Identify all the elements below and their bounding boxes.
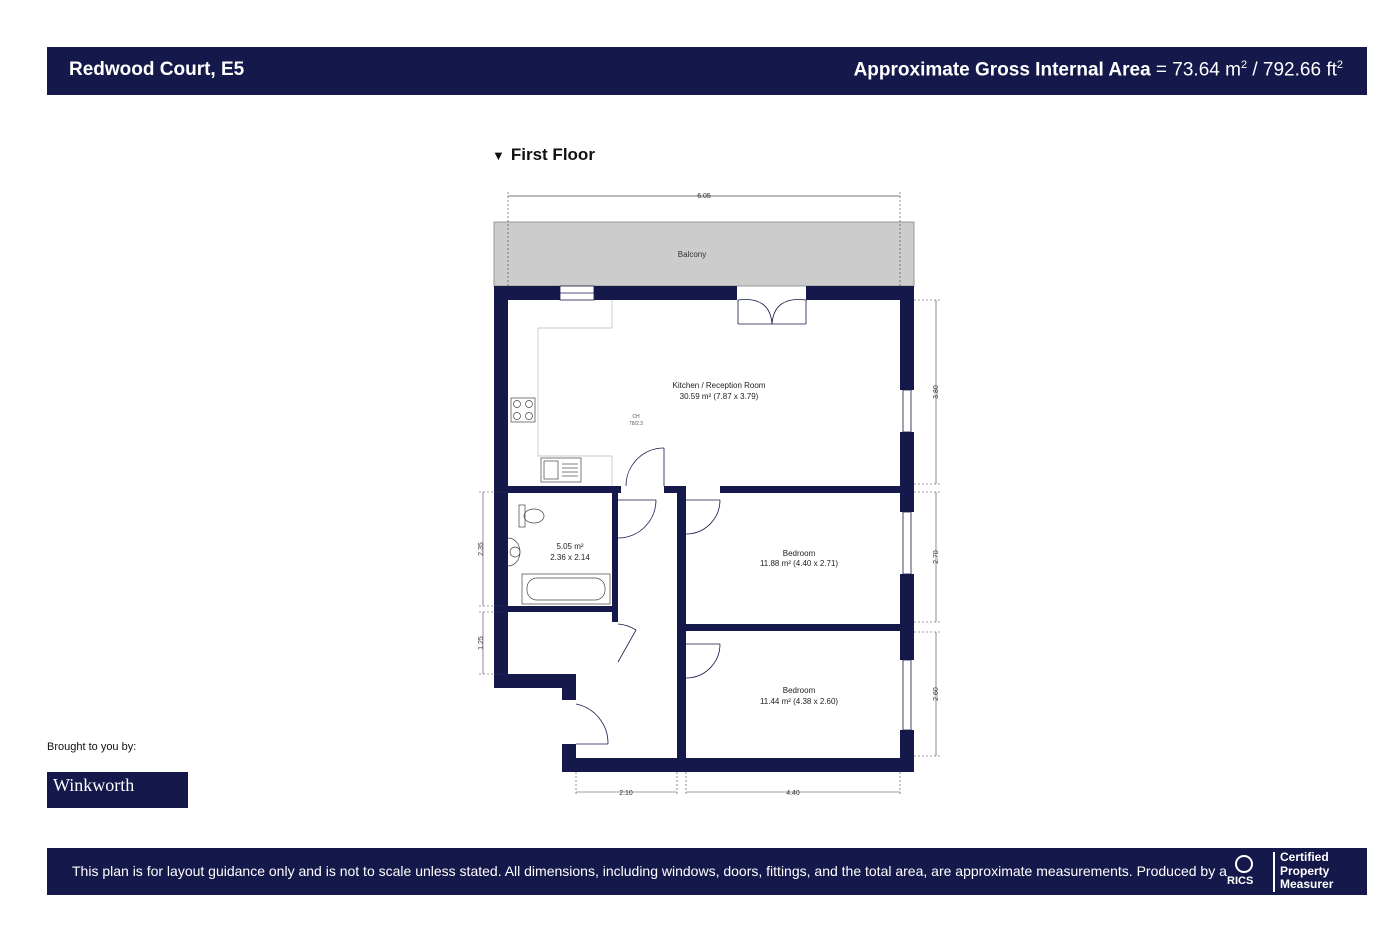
- rics-text: RICS: [1227, 875, 1254, 887]
- gross-area-eq: =: [1150, 59, 1173, 81]
- triangle-down-icon: ▼: [492, 148, 505, 163]
- ch-label: CH: [632, 414, 640, 420]
- floor-title: [492, 145, 595, 165]
- dim-left2-label: 1.25: [478, 636, 485, 650]
- sup-m2: 2: [1240, 59, 1248, 71]
- header-bar: [47, 47, 1367, 95]
- property-address: Redwood Court, E5: [69, 59, 245, 80]
- rics-logo: [1225, 853, 1275, 891]
- gross-area-label: Approximate Gross Internal Area: [853, 59, 1151, 81]
- kitchen-name: Kitchen / Reception Room: [672, 381, 766, 390]
- hob-icon: [511, 398, 535, 422]
- floor-title-text: First Floor: [510, 145, 595, 164]
- bedroom2-name: Bedroom: [782, 686, 816, 695]
- dim-left1-label: 2.35: [478, 542, 485, 556]
- dim-right1-label: 3.80: [933, 385, 940, 399]
- bedroom2-area: 11.44 m² (4.38 x 2.60): [759, 697, 839, 706]
- rics-lion-icon: [1235, 855, 1253, 873]
- balcony-doors: [738, 300, 806, 325]
- bedroom1-name: Bedroom: [782, 549, 816, 558]
- gross-area-sep: /: [1247, 59, 1263, 81]
- dim-top-label: 6.05: [697, 193, 711, 200]
- ch-sub: 78/2.3: [629, 421, 643, 427]
- gross-area-ft2: 792.66 ft: [1262, 59, 1337, 81]
- sup-ft2: 2: [1336, 59, 1343, 71]
- cert-line3: Measurer: [1280, 877, 1334, 891]
- kitchen-area: 30.59 m² (7.87 x 3.79): [679, 392, 759, 401]
- dim-bottom2-label: 4.40: [786, 790, 800, 797]
- bathroom-dims: 2.36 x 2.14: [550, 553, 590, 562]
- cert-line1: Certified: [1280, 850, 1329, 864]
- brought-to-you-by: Brought to you by:: [47, 741, 137, 753]
- balcony-label: Balcony: [677, 250, 707, 259]
- dim-right2-label: 2.70: [933, 550, 940, 564]
- agent-logo-text: Winkworth: [53, 775, 135, 795]
- floor-plan: [460, 180, 960, 810]
- gross-area: [854, 59, 1343, 81]
- cert-line2: Property: [1280, 863, 1330, 878]
- divider: [1273, 852, 1275, 892]
- bathroom-area: 5.05 m²: [556, 542, 584, 551]
- sink-icon: [541, 458, 581, 482]
- toilet-bowl-icon: [524, 509, 544, 523]
- certified-measurer: [1280, 851, 1333, 892]
- agent-logo: [47, 772, 188, 808]
- dim-right3-label: 2.60: [933, 687, 940, 701]
- dim-bottom1-label: 2.10: [619, 790, 633, 797]
- bedroom1-area: 11.88 m² (4.40 x 2.71): [759, 559, 839, 568]
- disclaimer: This plan is for layout guidance only and is not to scale unless stated. All dimensions, including windows, doors, fittings, and the total area, are approximate measurements. Produced by a: [72, 863, 1227, 879]
- footer-bar: [47, 848, 1367, 895]
- gross-area-m2: 73.64 m: [1172, 59, 1241, 81]
